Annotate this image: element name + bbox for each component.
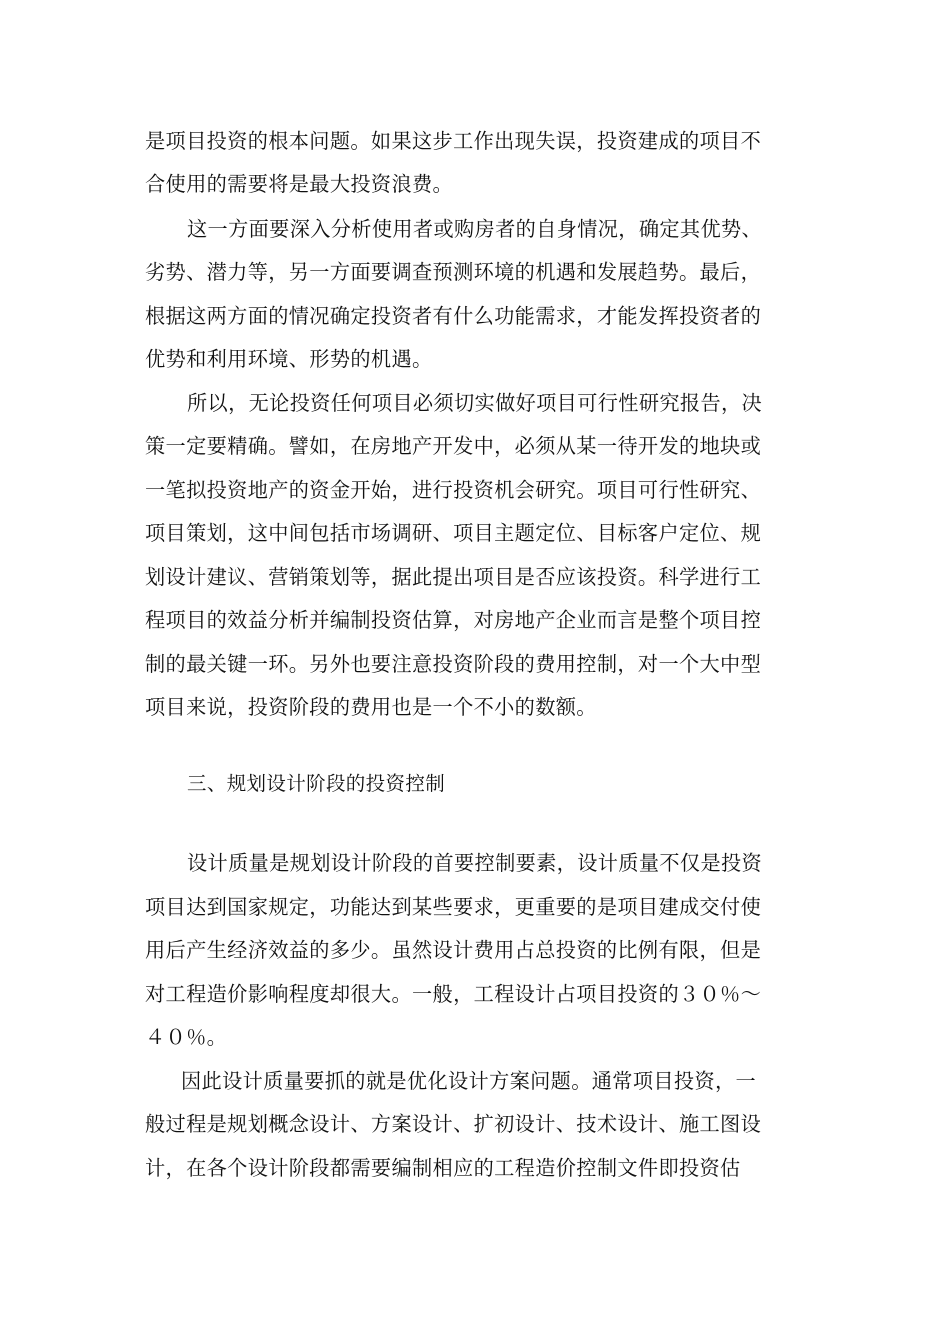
paragraph-4-line-4: 对工程造价影响程度却很大。一般，工程设计占项目投资的３０％～: [145, 982, 762, 1006]
paragraph-3-line-6: 程项目的效益分析并编制投资估算，对房地产企业而言是整个项目控: [145, 608, 762, 632]
paragraph-3-line-8: 项目来说，投资阶段的费用也是一个不小的数额。: [145, 695, 597, 719]
paragraph-2-line-4: 优势和利用环境、形势的机遇。: [145, 347, 433, 371]
paragraph-2-line-2: 劣势、潜力等，另一方面要调查预测环境的机遇和发展趋势。最后，: [145, 260, 762, 284]
paragraph-5-line-1: 因此设计质量要抓的就是优化设计方案问题。通常项目投资，一: [181, 1069, 757, 1093]
paragraph-3-line-1: 所以，无论投资任何项目必须切实做好项目可行性研究报告，决: [187, 391, 763, 415]
section-heading: 三、规划设计阶段的投资控制: [187, 772, 446, 795]
paragraph-3-line-3: 一笔拟投资地产的资金开始，进行投资机会研究。项目可行性研究、: [145, 478, 762, 502]
paragraph-3-line-7: 制的最关键一环。另外也要注意投资阶段的费用控制，对一个大中型: [145, 652, 762, 676]
paragraph-3-line-5: 划设计建议、营销策划等，据此提出项目是否应该投资。科学进行工: [145, 565, 762, 589]
paragraph-4-line-1: 设计质量是规划设计阶段的首要控制要素，设计质量不仅是投资: [187, 851, 763, 875]
paragraph-3-line-4: 项目策划，这中间包括市场调研、项目主题定位、目标客户定位、规: [145, 521, 762, 545]
paragraph-2-line-1: 这一方面要深入分析使用者或购房者的自身情况，确定其优势、: [187, 217, 763, 241]
paragraph-4-line-5: ４０％。: [145, 1025, 228, 1049]
paragraph-1-line-2: 合使用的需要将是最大投资浪费。: [145, 172, 454, 196]
paragraph-1-line-1: 是项目投资的根本问题。如果这步工作出现失误，投资建成的项目不: [145, 129, 762, 153]
paragraph-5-line-3: 计，在各个设计阶段都需要编制相应的工程造价控制文件即投资估: [145, 1156, 741, 1180]
paragraph-3-line-2: 策一定要精确。譬如，在房地产开发中，必须从某一待开发的地块或: [145, 434, 762, 458]
paragraph-5-line-2: 般过程是规划概念设计、方案设计、扩初设计、技术设计、施工图设: [145, 1112, 762, 1136]
paragraph-4-line-3: 用后产生经济效益的多少。虽然设计费用占总投资的比例有限，但是: [145, 938, 762, 962]
paragraph-4-line-2: 项目达到国家规定，功能达到某些要求，更重要的是项目建成交付使: [145, 895, 762, 919]
paragraph-2-line-3: 根据这两方面的情况确定投资者有什么功能需求，才能发挥投资者的: [145, 304, 762, 328]
